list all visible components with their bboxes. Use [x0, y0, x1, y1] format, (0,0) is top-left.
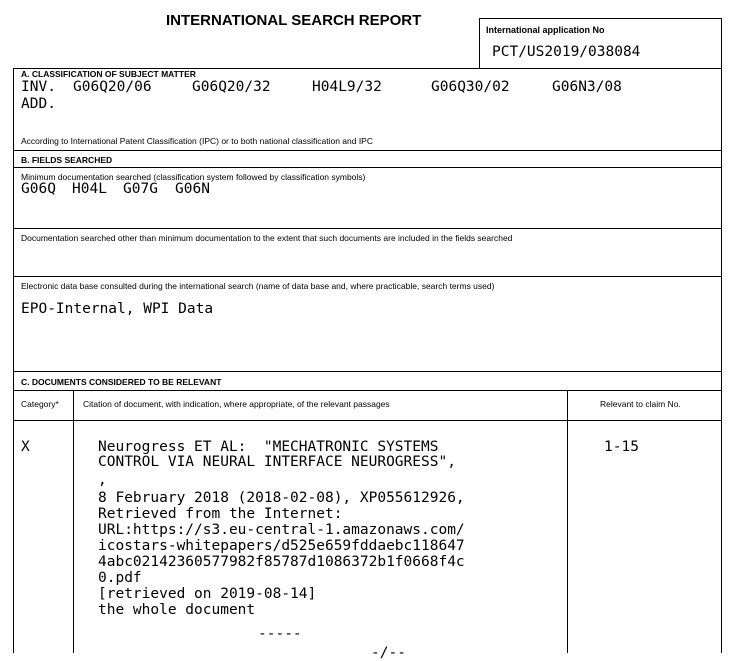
min-doc-label: Minimum documentation searched (classification system followed by classification symbols) — [21, 172, 366, 182]
citation-line: [retrieved on 2019-08-14] — [98, 586, 317, 602]
citation-line: 8 February 2018 (2018-02-08), XP055612926, — [98, 490, 465, 506]
doc-relevant-claims: 1-15 — [604, 439, 639, 455]
appno-box-top — [479, 18, 722, 19]
inv-code-4: G06Q30/02 — [431, 79, 510, 95]
citation-line: Retrieved from the Internet: — [98, 506, 343, 522]
citation-line: icostars-whitepapers/d525e659fddaebc118647 — [98, 538, 465, 554]
col-header-category: Category* — [21, 399, 59, 409]
divider-min-doc — [13, 228, 722, 229]
appno-box-left — [479, 18, 480, 68]
divider-c-heading — [13, 390, 722, 391]
col-divider-relevant — [567, 390, 568, 653]
inv-code-5: G06N3/08 — [552, 79, 622, 95]
doc-separator: ----- — [258, 626, 302, 642]
citation-line: URL:https://s3.eu-central-1.amazonaws.com/ — [98, 522, 465, 538]
citation-line: 0.pdf — [98, 570, 142, 586]
col-header-citation: Citation of document, with indication, where appropriate, of the relevant passages — [83, 399, 390, 409]
doc-category: X — [21, 439, 30, 455]
report-title: INTERNATIONAL SEARCH REPORT — [166, 12, 422, 29]
divider-a-b — [13, 150, 722, 151]
add-label: ADD. — [21, 96, 56, 112]
citation-line: CONTROL VIA NEURAL INTERFACE NEUROGRESS", — [98, 454, 456, 470]
electronic-value: EPO-Internal, WPI Data — [21, 301, 214, 317]
citation-line: , — [98, 472, 107, 488]
other-doc-label: Documentation searched other than minimum documentation to the extent that such documents are included in the fields searched — [21, 233, 513, 243]
citation-line: 4abc02142360577982f85787d1086372b1f0668f4c — [98, 554, 465, 570]
divider-other-doc — [13, 276, 722, 277]
appno-value: PCT/US2019/038084 — [492, 44, 641, 60]
ipc-note: According to International Patent Classification (IPC) or to both national classification and IPC — [21, 136, 373, 146]
divider-col-headers — [13, 420, 722, 421]
continuation-marker: -/-- — [371, 645, 406, 661]
inv-code-3: H04L9/32 — [312, 79, 382, 95]
frame-right — [721, 68, 722, 653]
appno-label: International application No — [486, 25, 605, 35]
electronic-label: Electronic data base consulted during the international search (name of data base and, where practicable, search terms used) — [21, 281, 495, 291]
doc-citation — [98, 440, 465, 618]
min-doc-code-3: G07G — [123, 181, 158, 197]
appno-box-right — [721, 18, 722, 68]
section-c-heading: C. DOCUMENTS CONSIDERED TO BE RELEVANT — [21, 377, 222, 387]
col-header-relevant: Relevant to claim No. — [600, 399, 681, 409]
divider-b-c — [13, 371, 722, 372]
citation-line: Neurogress ET AL: "MECHATRONIC SYSTEMS — [98, 439, 439, 455]
citation-line: the whole document — [98, 602, 256, 618]
inv-code-1: G06Q20/06 — [73, 79, 152, 95]
divider-b-heading — [13, 167, 722, 168]
section-a-heading: A. CLASSIFICATION OF SUBJECT MATTER — [21, 69, 196, 79]
min-doc-code-2: H04L — [72, 181, 107, 197]
inv-label: INV. — [21, 79, 56, 95]
min-doc-code-1: G06Q — [21, 181, 56, 197]
section-b-heading: B. FIELDS SEARCHED — [21, 155, 113, 165]
inv-code-2: G06Q20/32 — [192, 79, 271, 95]
min-doc-code-4: G06N — [175, 181, 210, 197]
frame-left — [13, 68, 14, 653]
col-divider-category — [73, 390, 74, 653]
